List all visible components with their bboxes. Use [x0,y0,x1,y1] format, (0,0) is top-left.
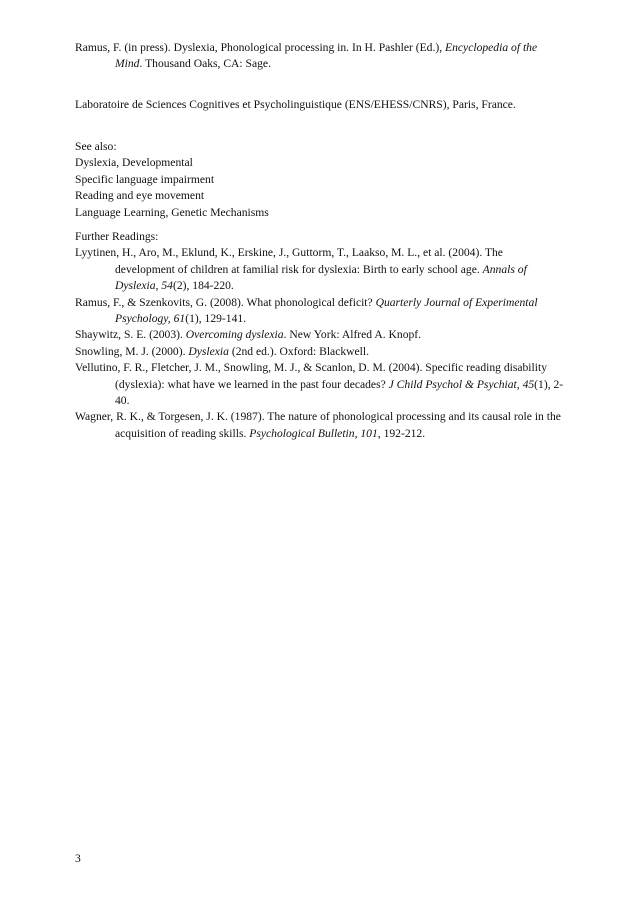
reference-details: . Thousand Oaks, CA: Sage. [139,57,271,71]
reference-details: (2), 184-220. [172,279,234,293]
reference-entry [75,40,565,73]
reference-text: Ramus, F., & Szenkovits, G. (2008). What phonological deficit? [75,295,376,309]
reference-text: Shaywitz, S. E. (2003). [75,328,186,342]
reference-entry [75,409,565,442]
reference-journal: Quarterly Journal of Experimental Psychology, 61 [115,295,538,326]
see-also-heading: See also: [75,140,117,153]
reference-details: , 192-212. [377,426,426,440]
reference-text: Snowling, M. J. (2000). [75,344,189,358]
reference-entry [75,327,565,343]
reference-details: . New York: Alfred A. Knopf. [283,328,422,342]
reference-entry [75,344,565,360]
reference-title: Encyclopedia of the Mind [115,41,538,71]
reference-details: (2nd ed.). Oxford: Blackwell. [228,344,369,358]
reference-details: (1), 2-40. [115,377,564,408]
affiliation-block [75,97,565,113]
see-also-item: Reading and eye movement [75,189,205,203]
reference-entry [75,245,565,294]
see-also-section [75,139,565,221]
see-also-item: Specific language impairment [75,172,215,186]
top-reference-block [75,40,565,73]
see-also-item: Language Learning, Genetic Mechanisms [75,205,269,219]
reference-text: Ramus, F. (in press). Dyslexia, Phonological processing in. In H. Pashler (Ed.), [75,41,446,54]
page-number: 3 [75,852,81,865]
reference-entry [75,295,565,328]
reference-details: (1), 129-141. [185,312,247,326]
reference-journal: Annals of Dyslexia, 54 [115,262,527,293]
reference-journal: Psychological Bulletin, 101 [249,426,378,440]
reference-text: Lyytinen, H., Aro, M., Eklund, K., Erskine, J., Guttorm, T., Laakso, M. L., et al. (2004). The development of children at familial risk for dyslexia: Birth to early school age. [75,246,503,276]
reference-journal: J Child Psychol & Psychiat, 45 [388,377,535,391]
reference-text: Wagner, R. K., & Torgesen, J. K. (1987). The nature of phonological processing and its causal role in the acquisition of reading skills. [75,410,561,440]
affiliation-text: Laboratoire de Sciences Cognitives et Psycholinguistique (ENS/EHESS/CNRS), Paris, France. [75,98,516,111]
reference-title: Dyslexia [188,344,229,358]
reference-entry [75,360,565,409]
reference-title: Overcoming dyslexia [185,328,284,342]
reference-text: Vellutino, F. R., Fletcher, J. M., Snowling, M. J., & Scanlon, D. M. (2004). Specific reading disability (dyslexia): what have we learned in the past four decades? [75,361,547,391]
further-readings-section [75,229,565,442]
see-also-item: Dyslexia, Developmental [75,156,193,170]
further-readings-heading: Further Readings: [75,230,159,243]
